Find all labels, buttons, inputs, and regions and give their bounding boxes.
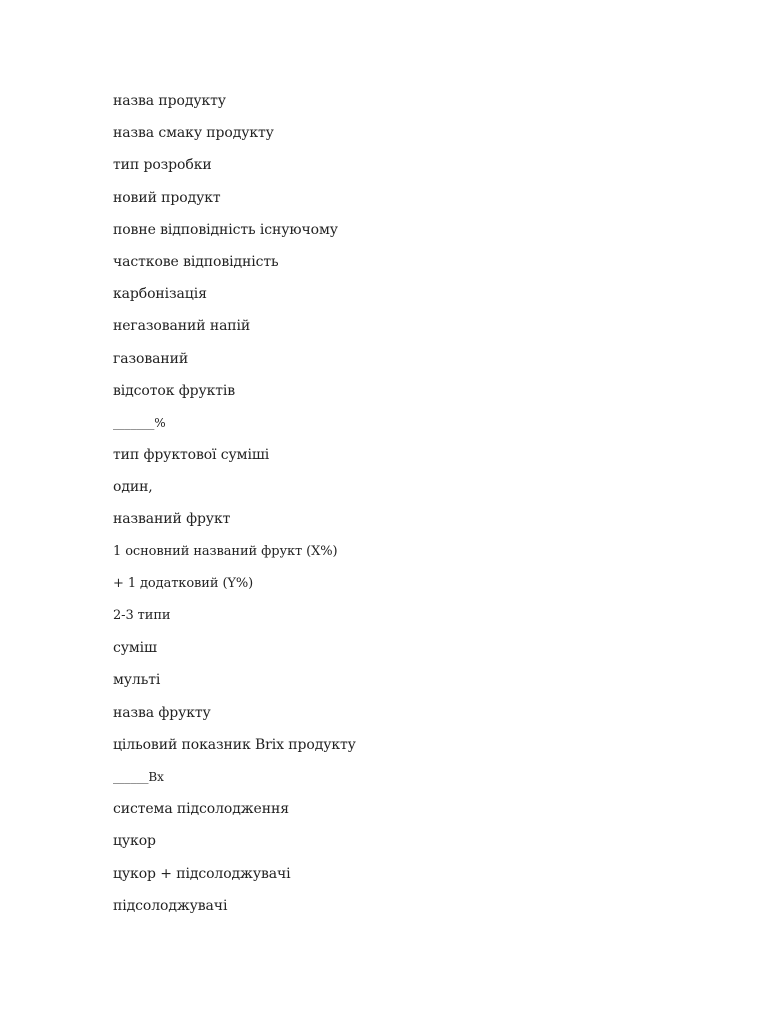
document-text-lines — [113, 91, 356, 928]
line-main-named-fruit: 1 основний названий фрукт (X%) — [113, 543, 338, 559]
line-sweeteners: підсолоджувачі — [113, 897, 228, 914]
line-single: один, — [113, 479, 153, 496]
line-target-brix: цільовий показник Brix продукту — [113, 736, 356, 753]
line-two-three-types: 2-3 типи — [113, 608, 171, 623]
line-partial-match: часткове відповідність — [113, 253, 279, 270]
line-fruit-blend-type: тип фруктової суміші — [113, 447, 270, 464]
line-fruit-name: назва фрукту — [113, 704, 211, 721]
line-still-drink: негазований напій — [113, 318, 251, 335]
line-carbonation: карбонізація — [113, 286, 207, 303]
line-carbonated: газований — [113, 350, 189, 367]
line-sugar: цукор — [113, 833, 156, 850]
line-blend: суміш — [113, 640, 157, 657]
line-named-fruit: названий фрукт — [113, 511, 231, 528]
line-sweetening-system: система підсолодження — [113, 801, 289, 818]
line-percent-blank: _______% — [113, 415, 166, 430]
line-brix-blank: ______Bx — [113, 769, 164, 784]
line-development-type: тип розробки — [113, 157, 212, 174]
line-sugar-plus-sweeteners: цукор + підсолоджувачі — [113, 865, 291, 882]
line-multi: мульті — [113, 672, 161, 689]
line-fruit-percentage: відсоток фруктів — [113, 382, 236, 399]
line-new-product: новий продукт — [113, 189, 221, 206]
line-product-name: назва продукту — [113, 93, 226, 109]
line-additional-fruit: + 1 додатковий (Y%) — [113, 575, 254, 591]
line-full-match: повне відповідність існуючому — [113, 221, 338, 238]
line-product-flavor-name: назва смаку продукту — [113, 125, 274, 142]
